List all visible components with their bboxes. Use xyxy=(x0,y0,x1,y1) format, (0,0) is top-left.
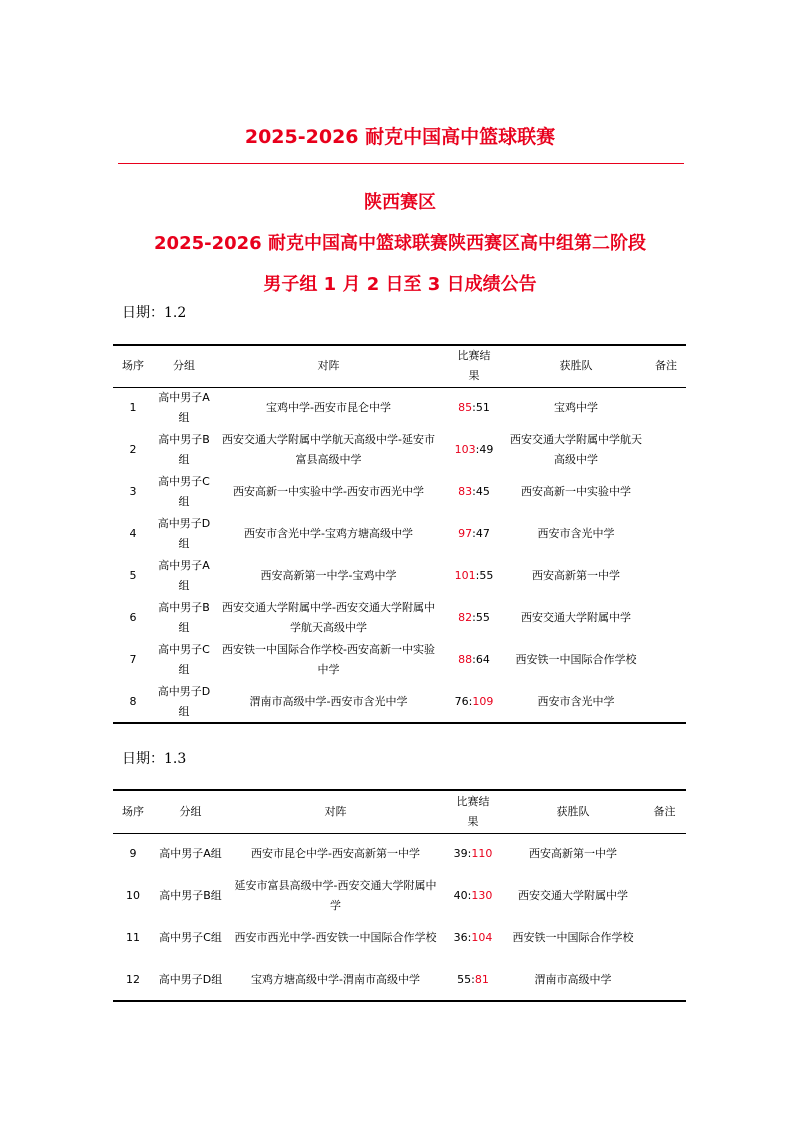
cell-match: 延安市富县高级中学-西安交通大学附属中学 xyxy=(234,879,437,912)
cell-match: 西安铁一中国际合作学校-西安高新一中实验中学 xyxy=(222,643,435,676)
table-row xyxy=(113,833,686,875)
cell-winner: 西安交通大学附属中学 xyxy=(521,611,631,624)
cell-seq: 7 xyxy=(129,653,137,666)
cell-group: 高中男子D组 xyxy=(157,684,211,718)
cell-match: 西安高新第一中学-宝鸡中学 xyxy=(260,569,397,582)
cell-match: 西安交通大学附属中学-西安交通大学附属中学航天高级中学 xyxy=(222,601,435,634)
score-separator: : xyxy=(471,972,475,986)
cell-winner: 西安交通大学附属中学航天高级中学 xyxy=(510,433,642,466)
cell-winner: 宝鸡中学 xyxy=(554,401,598,415)
cell-seq: 1 xyxy=(129,401,137,415)
cell-note xyxy=(646,387,686,429)
cell-seq: 11 xyxy=(126,931,140,944)
cell-winner: 西安铁一中国际合作学校 xyxy=(512,931,634,944)
cell-match: 西安交通大学附属中学航天高级中学-延安市富县高级中学 xyxy=(222,433,435,466)
cell-winner: 西安高新第一中学 xyxy=(532,569,620,582)
cell-winner: 渭南市高级中学 xyxy=(534,972,612,986)
score-separator: : xyxy=(468,694,473,708)
cell-winner: 西安铁一中国际合作学校 xyxy=(515,653,637,666)
cell-note xyxy=(643,917,686,959)
cell-group: 高中男子D组 xyxy=(158,972,223,986)
table-row xyxy=(113,471,686,513)
score-separator: : xyxy=(472,527,476,540)
cell-group: 高中男子C组 xyxy=(158,643,210,676)
score-home: 55 xyxy=(457,972,472,986)
header-group: 分组 xyxy=(179,804,202,818)
score-away: 49 xyxy=(479,443,494,456)
score-away: 45 xyxy=(475,485,490,498)
cell-match: 西安市西光中学-西安铁一中国际合作学校 xyxy=(234,931,437,944)
table-row xyxy=(113,387,686,429)
score-separator: : xyxy=(475,443,480,456)
date-label-day2: 日期：1.3 xyxy=(122,751,187,767)
table-row xyxy=(113,875,686,917)
score-away: 47 xyxy=(475,527,490,540)
cell-result xyxy=(443,875,503,917)
cell-result xyxy=(443,917,503,959)
cell-group: 高中男子D组 xyxy=(157,517,211,550)
table-header-row xyxy=(113,790,686,833)
cell-note xyxy=(646,681,686,723)
cell-result xyxy=(443,833,503,875)
score-home: 85 xyxy=(458,401,473,415)
table-header-row xyxy=(113,345,686,387)
cell-group: 高中男子C组 xyxy=(158,475,210,508)
header-match: 对阵 xyxy=(324,804,347,818)
cell-match: 宝鸡中学-西安市昆仑中学 xyxy=(266,401,391,415)
score-home: 101 xyxy=(454,569,476,582)
cell-result xyxy=(442,513,506,555)
cell-seq: 9 xyxy=(129,847,137,861)
header-seq: 场序 xyxy=(122,359,144,373)
region-heading: 陕西赛区 xyxy=(364,192,436,213)
cell-winner: 西安市含光中学 xyxy=(537,527,615,540)
score-separator: : xyxy=(472,653,476,666)
cell-match: 西安市昆仑中学-西安高新第一中学 xyxy=(251,847,420,861)
header-result: 比赛结果 xyxy=(456,794,490,828)
score-home: 103 xyxy=(454,443,476,456)
header-match: 对阵 xyxy=(317,359,340,373)
cell-group: 高中男子B组 xyxy=(159,889,222,902)
cell-seq: 6 xyxy=(129,611,137,624)
table-row xyxy=(113,513,686,555)
date-label-day1: 日期：1.2 xyxy=(122,305,187,321)
score-home: 39 xyxy=(453,847,468,861)
score-away: 130 xyxy=(471,889,493,902)
cell-group: 高中男子A组 xyxy=(159,847,222,861)
cell-result xyxy=(442,639,506,681)
cell-note xyxy=(643,959,686,1001)
score-home: 36 xyxy=(453,931,468,944)
cell-match: 西安市含光中学-宝鸡方塘高级中学 xyxy=(244,527,413,540)
table-row xyxy=(113,681,686,723)
cell-seq: 5 xyxy=(129,569,137,582)
cell-result xyxy=(442,597,506,639)
subtitle-line-2: 男子组 1 月 2 日至 3 日成绩公告 xyxy=(263,274,537,295)
cell-seq: 12 xyxy=(126,972,140,986)
cell-note xyxy=(646,429,686,471)
score-away: 55 xyxy=(475,611,490,624)
score-separator: : xyxy=(467,847,472,861)
cell-seq: 2 xyxy=(129,443,137,456)
cell-match: 宝鸡方塘高级中学-渭南市高级中学 xyxy=(251,972,420,986)
cell-match: 渭南市高级中学-西安市含光中学 xyxy=(249,694,408,708)
score-away: 55 xyxy=(479,569,494,582)
score-home: 82 xyxy=(458,611,473,624)
table-row xyxy=(113,917,686,959)
score-separator: : xyxy=(472,611,476,624)
score-away: 64 xyxy=(475,653,490,666)
score-away: 51 xyxy=(475,401,490,415)
table-row xyxy=(113,429,686,471)
table-row xyxy=(113,597,686,639)
cell-seq: 10 xyxy=(126,889,140,902)
page-title: 2025-2026 耐克中国高中篮球联赛 xyxy=(244,126,556,148)
cell-winner: 西安高新一中实验中学 xyxy=(521,485,631,498)
cell-seq: 8 xyxy=(129,694,137,708)
score-away: 110 xyxy=(471,847,493,861)
header-winner: 获胜队 xyxy=(556,804,590,818)
header-winner: 获胜队 xyxy=(559,359,593,373)
cell-note xyxy=(646,639,686,681)
cell-note xyxy=(646,597,686,639)
score-separator: : xyxy=(467,931,472,944)
cell-note xyxy=(646,471,686,513)
score-away: 109 xyxy=(472,694,494,708)
score-away: 81 xyxy=(474,972,489,986)
cell-group: 高中男子A组 xyxy=(158,559,210,592)
table-row xyxy=(113,639,686,681)
results-table-day2 xyxy=(113,789,686,1002)
cell-winner: 西安高新第一中学 xyxy=(529,847,617,861)
score-separator: : xyxy=(472,485,476,498)
score-home: 97 xyxy=(458,527,473,540)
results-table-day1 xyxy=(113,344,686,724)
cell-seq: 4 xyxy=(129,527,137,540)
cell-group: 高中男子B组 xyxy=(158,601,210,634)
cell-result xyxy=(443,959,503,1001)
score-separator: : xyxy=(467,889,472,902)
score-home: 76 xyxy=(454,694,469,708)
subtitle-line-1: 2025-2026 耐克中国高中篮球联赛陕西赛区高中组第二阶段 xyxy=(154,233,646,254)
header-note: 备注 xyxy=(653,804,676,818)
cell-result xyxy=(442,429,506,471)
cell-group: 高中男子A组 xyxy=(158,391,210,425)
cell-winner: 西安市含光中学 xyxy=(537,694,615,708)
cell-winner: 西安交通大学附属中学 xyxy=(518,889,628,902)
table-row xyxy=(113,555,686,597)
score-away: 104 xyxy=(471,931,493,944)
cell-note xyxy=(646,513,686,555)
title-divider xyxy=(118,163,684,164)
cell-match: 西安高新一中实验中学-西安市西光中学 xyxy=(233,485,424,498)
cell-seq: 3 xyxy=(129,485,137,498)
cell-result xyxy=(442,471,506,513)
table-row xyxy=(113,959,686,1001)
score-separator: : xyxy=(475,569,480,582)
cell-result xyxy=(442,555,506,597)
cell-note xyxy=(643,875,686,917)
score-home: 40 xyxy=(453,889,468,902)
header-seq: 场序 xyxy=(122,804,144,818)
cell-group: 高中男子C组 xyxy=(159,931,222,944)
cell-note xyxy=(646,555,686,597)
score-separator: : xyxy=(472,401,476,415)
header-note: 备注 xyxy=(655,359,677,373)
header-result: 比赛结果 xyxy=(457,349,491,383)
score-home: 83 xyxy=(458,485,473,498)
score-home: 88 xyxy=(458,653,473,666)
cell-result xyxy=(442,681,506,723)
cell-result xyxy=(442,387,506,429)
cell-note xyxy=(643,833,686,875)
cell-group: 高中男子B组 xyxy=(158,433,210,466)
header-group: 分组 xyxy=(173,359,195,373)
